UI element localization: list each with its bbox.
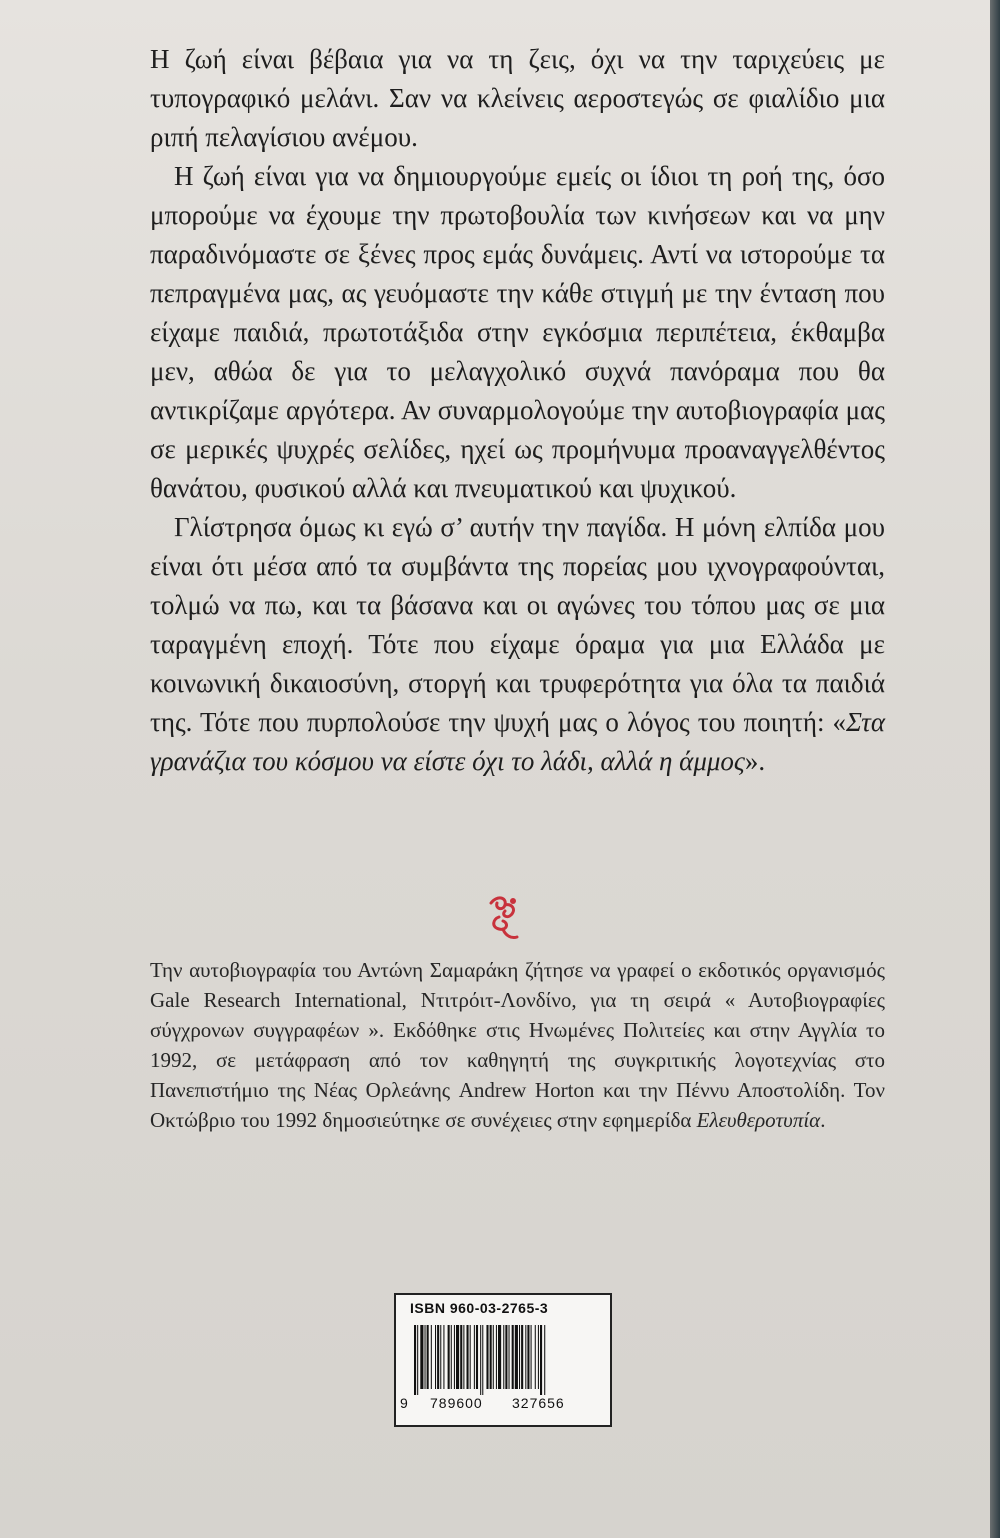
barcode-bar	[486, 1325, 488, 1389]
barcode-bar	[521, 1325, 523, 1389]
barcode-bar	[467, 1325, 469, 1389]
barcode-bar	[448, 1325, 450, 1389]
paragraph-1: Η ζωή είναι βέβαια για να τη ζεις, όχι να την ταριχεύεις με τυπογραφικό μελάνι. Σαν να κλείνεις αεροστεγώς σε φιαλίδιο μια ριπή πελαγίσιου ανέμου.	[150, 44, 885, 152]
main-text-block	[150, 40, 885, 781]
barcode-bar	[527, 1325, 529, 1389]
ornament-icon	[483, 893, 523, 943]
barcode-bar	[437, 1325, 439, 1389]
barcode-bar	[474, 1325, 475, 1389]
barcode-bar	[505, 1325, 507, 1389]
paragraph-3-end: ».	[744, 746, 766, 776]
barcode-bar	[480, 1325, 481, 1395]
barcode-bar	[435, 1325, 436, 1389]
barcode-left-digits: 789600	[430, 1395, 483, 1411]
barcode-first-digit: 9	[400, 1395, 409, 1411]
barcode-bar	[427, 1325, 429, 1389]
barcode-bar	[443, 1325, 444, 1389]
barcode-bar	[519, 1325, 520, 1389]
barcode-right-digits: 327656	[512, 1395, 565, 1411]
note-end: .	[820, 1108, 826, 1132]
barcode-bar	[535, 1325, 536, 1389]
barcode-bar	[515, 1325, 518, 1389]
newspaper-name: Ελευθεροτυπία	[696, 1108, 821, 1132]
poet-quote: Στα γρανάζια του κόσμου να είστε όχι το λάδι, αλλά η άμμος	[150, 707, 885, 776]
barcode-bars	[410, 1325, 596, 1395]
barcode-bar	[460, 1325, 462, 1389]
barcode-bar	[463, 1325, 464, 1389]
barcode-bar	[493, 1325, 494, 1389]
barcode-bar	[451, 1325, 452, 1389]
barcode-bar	[476, 1325, 478, 1389]
barcode-bar	[525, 1325, 526, 1389]
barcode-bar	[496, 1325, 497, 1389]
paragraph-3	[150, 508, 885, 781]
barcode-bar	[509, 1325, 510, 1389]
barcode-bar	[540, 1325, 542, 1395]
barcode-bar	[503, 1325, 504, 1389]
barcode-bar	[440, 1325, 441, 1389]
barcode-bar	[531, 1325, 532, 1389]
barcode-bar	[417, 1325, 418, 1395]
barcode-bar	[482, 1325, 483, 1395]
barcode-bar	[512, 1325, 514, 1389]
barcode-bar	[470, 1325, 471, 1389]
barcode-bar	[420, 1325, 423, 1389]
isbn-label: ISBN 960-03-2765-3	[410, 1300, 549, 1316]
isbn-barcode	[394, 1293, 612, 1427]
note-text: Την αυτοβιογραφία του Αντώνη Σαμαράκη ζήτησε να γραφεί ο εκδοτικός οργανισμός Gale Research International, Ντιτρόιτ-Λονδίνο, για τη σειρά « Αυτοβιογραφίες σύγχρονων συγγραφέων ». Εκδόθηκε στις Ηνωμένες Πολιτείες και στην Αγγλία το 1992, σε μετάφραση από τον καθηγητή της συγκριτικής λογοτεχνίας στο Πανεπιστήμιο της Νέας Ορλεάνης Andrew Horton και την Πέννυ Αποστολίδη. Τον Οκτώβριο του 1992 δημοσιεύτηκε σε συνέχειες στην εφημερίδα	[150, 958, 885, 1132]
barcode-bar	[425, 1325, 426, 1389]
barcode-bar	[454, 1325, 455, 1389]
paragraph-2: Η ζωή είναι για να δημιουργούμε εμείς οι ίδιοι τη ροή της, όσο μπορούμε να έχουμε την πρωτοβουλία των κινήσεων και να μην παραδινόμαστε σε ξένες προς εμάς δυνάμεις. Αντί να ιστορούμε τα πεπραγμένα μας, ας γευόμαστε την κάθε στιγμή με την ένταση που είχαμε παιδιά, πρωτοτάξιδα στην εγκόσμια περιπέτεια, έκθαμβα μεν, αθώα δε για το μελαγχολικό συχνά πανόραμα που θα αντικρίζαμε αργότερα. Αν συναρμολογούμε την αυτοβιογραφία μας σε μερικές ψυχρές σελίδες, ηχεί ως προμήνυμα προαναγγελθέντος θανάτου, φυσικού αλλά και πνευματικού και ψυχικού.	[150, 161, 885, 503]
barcode-bar	[538, 1325, 539, 1389]
barcode-bar	[456, 1325, 459, 1389]
paragraph-3-text: Γλίστρησα όμως κι εγώ σ’ αυτήν την παγίδα. Η μόνη ελπίδα μου είναι ότι μέσα από τα συμβάντα της πορείας μου ιχνογραφούνται, τολμώ να πω, και τα βάσανα και οι αγώνες του τόπου μας σε μια ταραγμένη εποχή. Τότε που είχαμε όραμα για μια Ελλάδα με κοινωνική δικαιοσύνη, στοργή και τρυφερότητα για όλα τα παιδιά της. Τότε που πυρπολούσε την ψυχή μας ο λόγος του ποιητή: «	[150, 512, 885, 737]
barcode-bar	[431, 1325, 432, 1389]
page-edge	[990, 0, 1000, 1538]
publication-note-paragraph	[150, 955, 885, 1135]
barcode-bar	[490, 1325, 492, 1389]
barcode-bar	[498, 1325, 501, 1389]
barcode-bar	[414, 1325, 416, 1395]
publication-note	[150, 955, 885, 1135]
barcode-bar	[544, 1325, 545, 1395]
